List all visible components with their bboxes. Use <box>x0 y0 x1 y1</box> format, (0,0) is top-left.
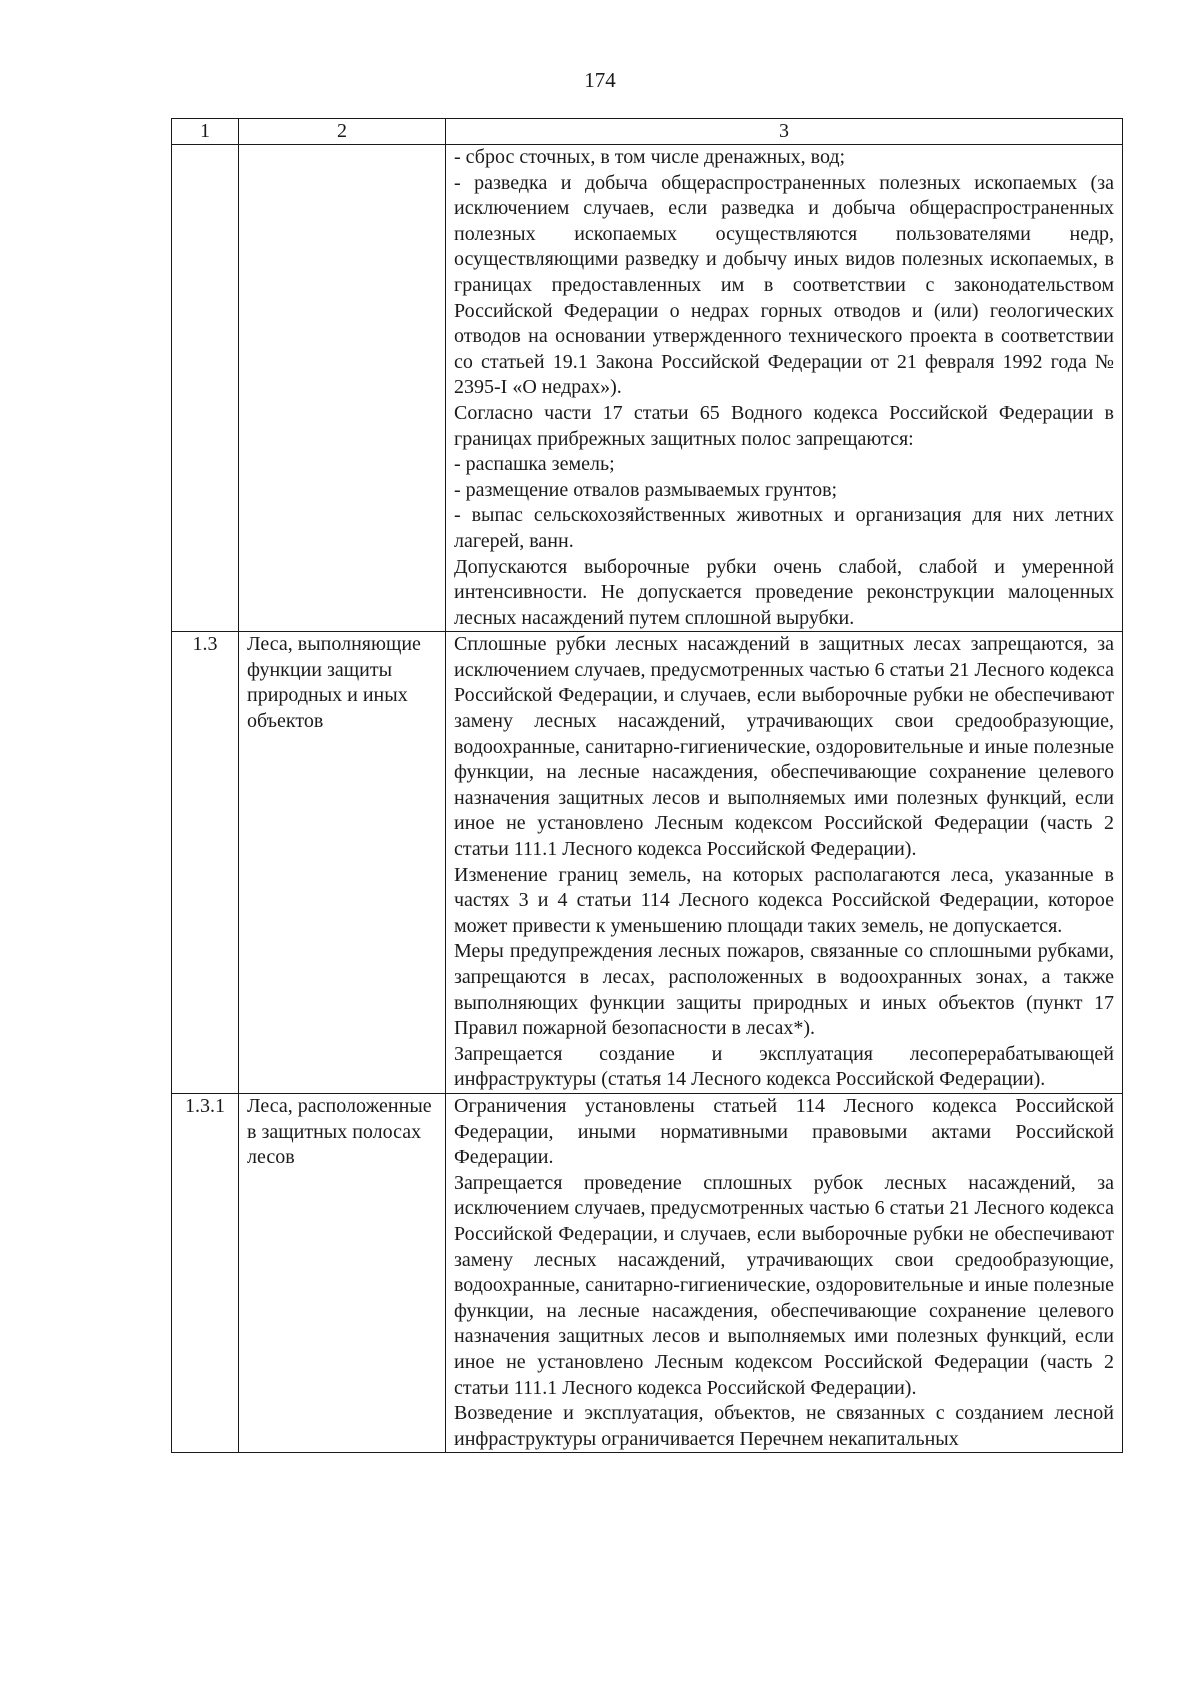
forest-category <box>239 145 446 632</box>
paragraph: - выпас сельскохозяйственных животных и организация для них летних лагерей, ванн. <box>454 504 1114 552</box>
column-header-1: 1 <box>172 119 239 145</box>
paragraph: Допускаются выборочные рубки очень слабой, слабой и умеренной интенсивности. Не допускается проведение реконструкции малоценных лесных насаждений путем сплошной вырубки. <box>454 555 1114 629</box>
column-header-3: 3 <box>446 119 1123 145</box>
page-number: 174 <box>584 68 616 92</box>
paragraph: Возведение и эксплуатация, объектов, не связанных с созданием лесной инфраструктуры ограничивается Перечнем некапитальных <box>454 1402 1114 1450</box>
paragraph: Изменение границ земель, на которых располагаются леса, указанные в частях 3 и 4 статьи 114 Лесного кодекса Российской Федерации, которое может привести к уменьшению площади таких земель, не допускается. <box>454 863 1114 937</box>
table-header-row <box>172 119 1123 145</box>
restrictions-text <box>446 1093 1123 1452</box>
row-number: 1.3.1 <box>172 1093 239 1452</box>
forest-category: Леса, выполняющие функции защиты природных и иных объектов <box>239 632 446 1094</box>
paragraph: Меры предупреждения лесных пожаров, связанные со сплошными рубками, запрещаются в лесах, расположенных в водоохранных зонах, а также выполняющих функции защиты природных и иных объектов (пункт 17 Правил пожарной безопасности в лесах*). <box>454 940 1114 1040</box>
paragraph: Сплошные рубки лесных насаждений в защитных лесах запрещаются, за исключением случаев, предусмотренных частью 6 статьи 21 Лесного кодекса Российской Федерации, и случаев, если выборочные рубки не обеспечивают замену лесных насаждений, утрачивающих свои средообразующие, водоохранные, санитарно-гигиенические, оздоровительные и иные полезные функции, на лесные насаждения, обеспечивающие сохранение целевого назначения защитных лесов и выполняемых ими полезных функций, если иное не установлено Лесным кодексом Российской Федерации (часть 2 статьи 111.1 Лесного кодекса Российской Федерации). <box>454 633 1114 861</box>
restrictions-text <box>446 145 1123 632</box>
paragraph: Запрещается проведение сплошных рубок лесных насаждений, за исключением случаев, предусмотренных частью 6 статьи 21 Лесного кодекса Российской Федерации, и случаев, если выборочные рубки не обеспечивают замену лесных насаждений, утрачивающих свои средообразующие, водоохранные, санитарно-гигиенические, оздоровительные и иные полезные функции, на лесные насаждения, обеспечивающие сохранение целевого назначения защитных лесов и выполняемых ими полезных функций, если иное не установлено Лесным кодексом Российской Федерации (часть 2 статьи 111.1 Лесного кодекса Российской Федерации). <box>454 1171 1114 1399</box>
forest-category: Леса, расположенные в защитных полосах лесов <box>239 1093 446 1452</box>
paragraph: Запрещается создание и эксплуатация лесоперерабатывающей инфраструктуры (статья 14 Лесного кодекса Российской Федерации). <box>454 1042 1114 1091</box>
paragraph: - сброс сточных, в том числе дренажных, вод; <box>454 146 846 168</box>
column-header-2: 2 <box>239 119 446 145</box>
paragraph: - распашка земель; <box>454 453 615 476</box>
table-row <box>172 145 1123 632</box>
paragraph: Ограничения установлены статьей 114 Лесного кодекса Российской Федерации, иными нормативными правовыми актами Российской Федерации. <box>454 1094 1114 1169</box>
paragraph: - размещение отвалов размываемых грунтов; <box>454 478 838 501</box>
row-number: 1.3 <box>172 632 239 1094</box>
restrictions-table <box>171 118 1123 1453</box>
paragraph: - разведка и добыча общераспространенных полезных ископаемых (за исключением случаев, если разведка и добыча общераспространенных полезных ископаемых осуществляются пользователями недр, осуществляющими разведку и добычу иных видов полезных ископаемых, в границах предоставленных им в соответствии с законодательством Российской Федерации о недрах горных отводов и (или) геологических отводов на основании утвержденного технического проекта в соответствии со статьей 19.1 Закона Российской Федерации от 21 февраля 1992 года № 2395-I «О недрах»). <box>454 171 1114 399</box>
table-row <box>172 632 1123 1094</box>
row-number <box>172 145 239 632</box>
paragraph: Согласно части 17 статьи 65 Водного кодекса Российской Федерации в границах прибрежных защитных полос запрещаются: <box>454 401 1114 450</box>
restrictions-text <box>446 632 1123 1094</box>
table-row <box>172 1093 1123 1452</box>
